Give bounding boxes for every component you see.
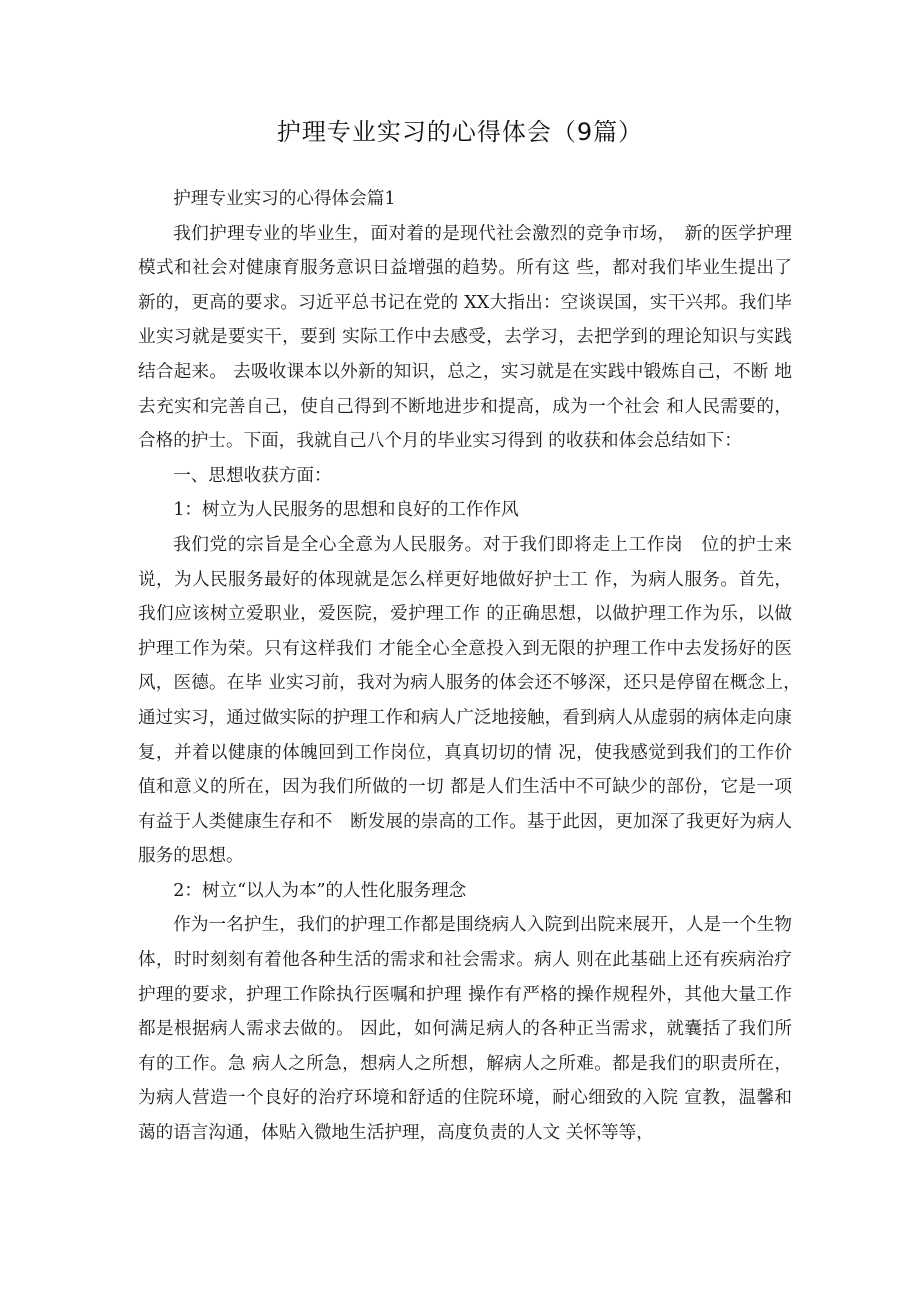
document-title: 护理专业实习的心得体会（9篇） xyxy=(276,118,644,146)
body-paragraph: 我们党的宗旨是全心全意为人民服务。对于我们即将走上工作岗 位的护士来说，为人民服务最好的体现就是怎么样更好地做好护士工 作，为病人服务。首先，我们应该树立爱职业，爱医院，爱护理工作 的正确思想，以做护理工作为乐，以做护理工作为荣。只有这样我们 才能全心全意投入到无限的护理工作中去发扬好的医风，医德。在毕 业实习前，我对为病人服务的体会还不够深，还只是停留在概念上， 通过实习，通过做实际的护理工作和病人广泛地接触，看到病人从虚弱的病体走向康复，并着以健康的体魄回到工作岗位，真真切切的情 况，使我感觉到我们的工作价值和意义的所在，因为我们所做的一切 都是人们生活中不可缺少的部份，它是一项有益于人类健康生存和不 断发展的崇高的工作。基于此因，更加深了我更好为病人服务的思想。 xyxy=(138,534,810,867)
subsection-heading: 一、思想收获方面： xyxy=(173,465,332,486)
body-paragraph: 作为一名护生，我们的护理工作都是围绕病人入院到出院来展开，人是一个生物体，时时刻刻有着他各种生活的需求和社会需求。病人 则在此基础上还有疾病治疗护理的要求，护理工作除执行医嘱和护理 操作有严格的操作规程外，其他大量工作都是根据病人需求去做的。 因此，如何满足病人的各种正当需求，就囊括了我们所有的工作。急 病人之所急，想病人之所想，解病人之所难。都是我们的职责所在， 为病人营造一个良好的治疗环境和舒适的住院环境，耐心细致的入院 宣教，温馨和蔼的语言沟通，体贴入微地生活护理，高度负责的人文 关怀等等， xyxy=(138,915,792,1144)
document-body xyxy=(138,182,810,1151)
section-heading: 护理专业实习的心得体会篇1 xyxy=(173,189,396,209)
body-paragraph: 我们护理专业的毕业生，面对着的是现代社会激烈的竞争市场， 新的医学护理模式和社会对健康育服务意识日益增强的趋势。所有这 些，都对我们毕业生提出了新的，更高的要求。习近平总书记在党的 XX大指出：空谈误国，实干兴邦。我们毕业实习就是要实干，要到 实际工作中去感受，去学习，去把学到的理论知识与实践结合起来。 去吸收课本以外新的知识，总之，实习就是在实践中锻炼自己，不断 地去充实和完善自己，使自己得到不断地进步和提高，成为一个社会 和人民需要的，合格的护士。下面，我就自己八个月的毕业实习得到 的收获和体会总结如下： xyxy=(138,223,792,452)
subsection-heading: 2：树立“以人为本”的人性化服务理念 xyxy=(173,880,467,901)
subsection-heading: 1：树立为人民服务的思想和良好的工作作风 xyxy=(173,500,519,521)
